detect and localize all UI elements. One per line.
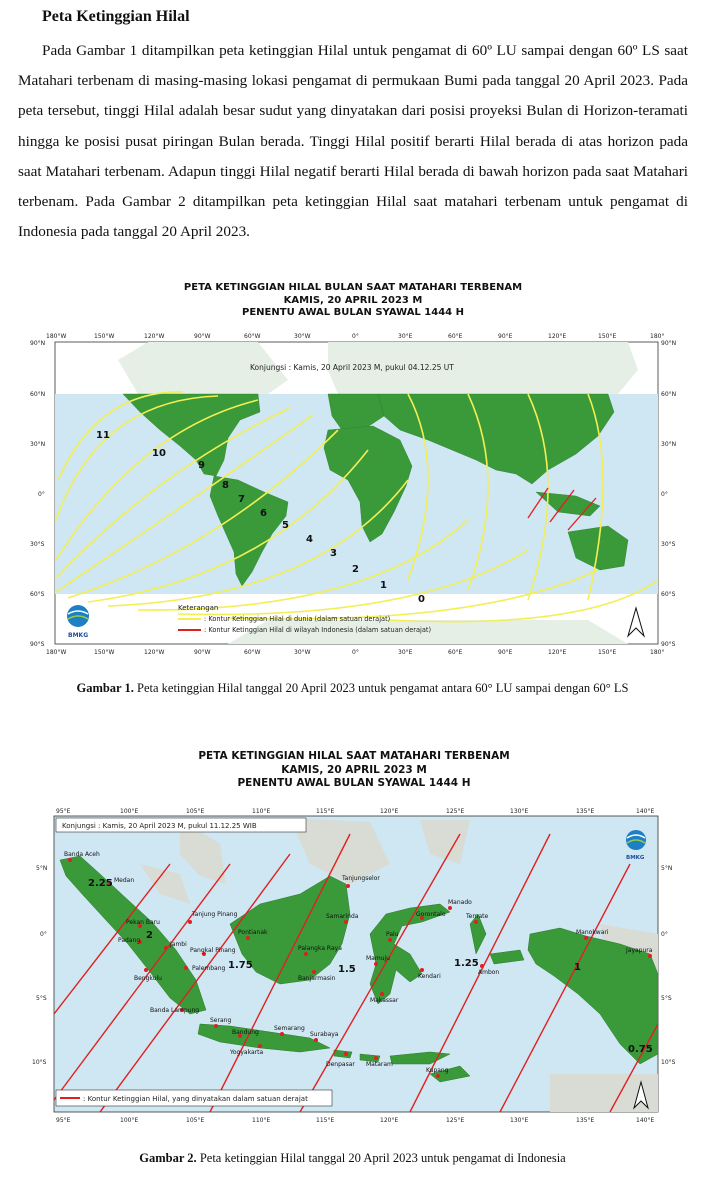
- legend-world: : Kontur Ketinggian Hilal di dunia (dalam satuan derajat): [204, 615, 391, 623]
- lon-tick: 140°E: [636, 808, 655, 815]
- city-label: Ambon: [478, 969, 500, 976]
- figure-1-title-line-1: PETA KETINGGIAN HILAL BULAN SAAT MATAHARI TERBENAM: [183, 282, 523, 293]
- lat-tick: 60°S: [30, 591, 45, 598]
- figure-1-conjunction: Konjungsi : Kamis, 20 April 2023 M, pukul 04.12.25 UT: [250, 363, 454, 372]
- city-label: Kendari: [418, 973, 441, 980]
- lat-tick: 60°N: [661, 391, 677, 398]
- lon-tick: 105°E: [186, 808, 205, 815]
- city-label: Samarinda: [326, 913, 359, 920]
- lon-tick: 180°W: [46, 649, 67, 656]
- lon-tick: 30°E: [398, 333, 413, 340]
- contour-label: 2: [352, 564, 359, 575]
- caption-1-text: Peta ketinggian Hilal tanggal 20 April 2023 untuk pengamat antara 60° LU sampai dengan 60° LS: [133, 681, 629, 695]
- city-label: Surabaya: [310, 1031, 339, 1038]
- contour-label: 0: [418, 594, 425, 605]
- city-label: Denpasar: [326, 1061, 355, 1068]
- lon-tick: 30°E: [398, 649, 413, 656]
- city-label: Tanjung Pinang: [192, 911, 238, 918]
- lat-tick: 0°: [661, 931, 668, 938]
- lon-tick: 95°E: [56, 1117, 71, 1124]
- lon-tick: 135°E: [576, 808, 595, 815]
- lat-tick: 60°S: [661, 591, 676, 598]
- figure-2-title-line-2: KAMIS, 20 APRIL 2023 M: [281, 763, 427, 776]
- figure-1-title-line-2: KAMIS, 20 APRIL 2023 M: [283, 294, 423, 306]
- lon-tick: 100°E: [120, 808, 139, 815]
- indonesia-map: [30, 804, 678, 1134]
- lat-tick: 5°S: [661, 995, 672, 1002]
- lat-tick: 10°S: [661, 1059, 676, 1066]
- lon-tick: 130°E: [510, 808, 529, 815]
- city-label: Manado: [448, 899, 472, 906]
- city-label: Bandung: [232, 1029, 259, 1036]
- lon-tick: 105°E: [186, 1117, 205, 1124]
- contour-label: 11: [96, 430, 110, 441]
- contour-label: 9: [198, 460, 205, 471]
- city-label: Makassar: [370, 997, 399, 1004]
- lon-tick: 60°E: [448, 333, 463, 340]
- lon-tick: 60°W: [244, 649, 261, 656]
- lon-tick: 95°E: [56, 808, 71, 815]
- lat-tick: 60°N: [30, 391, 46, 398]
- city-label: Jayapura: [626, 947, 653, 954]
- lon-tick: 140°E: [636, 1117, 655, 1124]
- city-label: Padang: [118, 937, 141, 944]
- lon-tick: 135°E: [576, 1117, 595, 1124]
- city-label: Mamuju: [366, 955, 390, 962]
- contour-label: 3: [330, 548, 337, 559]
- contour-label: 1: [574, 962, 581, 973]
- lon-tick: 90°W: [194, 649, 211, 656]
- city-label: Serang: [210, 1017, 232, 1024]
- lat-tick: 10°S: [32, 1059, 47, 1066]
- city-label: Mataram: [366, 1061, 393, 1068]
- lat-tick: 90°S: [661, 641, 676, 648]
- bmkg-logo-text: BMKG: [626, 855, 645, 861]
- lon-tick: 180°: [650, 649, 665, 656]
- city-label: Yogyakarta: [230, 1049, 264, 1056]
- lon-tick: 180°W: [46, 333, 67, 340]
- lon-tick: 100°E: [120, 1117, 139, 1124]
- city-label: Medan: [114, 877, 135, 884]
- city-label: Bengkulu: [134, 975, 162, 982]
- bmkg-logo-text: BMKG: [68, 632, 89, 639]
- lat-tick: 0°: [661, 491, 668, 498]
- contour-label: 10: [152, 448, 166, 459]
- lon-tick: 30°W: [294, 333, 311, 340]
- lat-tick: 5°N: [661, 865, 673, 872]
- city-label: Tanjungselor: [342, 875, 380, 882]
- legend-indonesia: : Kontur Ketinggian Hilal di wilayah Indonesia (dalam satuan derajat): [204, 626, 432, 634]
- lon-tick: 30°W: [294, 649, 311, 656]
- city-label: Palu: [386, 931, 399, 938]
- city-label: Banda Aceh: [64, 851, 100, 858]
- city-label: Pontianak: [238, 929, 268, 936]
- figure-1-title-line-3: PENENTU AWAL BULAN SYAWAL 1444 H: [242, 307, 464, 318]
- lon-tick: 150°E: [598, 649, 617, 656]
- figure-2-title-line-1: PETA KETINGGIAN HILAL SAAT MATAHARI TERBENAM: [198, 750, 510, 762]
- lon-tick: 110°E: [252, 808, 271, 815]
- contour-label: 6: [260, 508, 267, 519]
- section-heading: Peta Ketinggian Hilal: [42, 8, 190, 25]
- lat-tick: 5°N: [36, 865, 48, 872]
- lon-tick: 60°W: [244, 333, 261, 340]
- lat-tick: 30°S: [30, 541, 45, 548]
- city-label: Banda Lampung: [150, 1007, 200, 1014]
- city-label: Pangkal Pinang: [190, 947, 236, 954]
- caption-2-label: Gambar 2.: [139, 1151, 197, 1165]
- lon-tick: 90°E: [498, 649, 513, 656]
- city-label: Palangka Raya: [298, 945, 342, 952]
- city-label: Pekan Baru: [126, 919, 160, 926]
- lon-tick: 60°E: [448, 649, 463, 656]
- figure-2-title: [30, 750, 678, 791]
- lat-tick: 90°S: [30, 641, 45, 648]
- caption-2: [0, 1151, 705, 1166]
- caption-1: [0, 681, 705, 696]
- city-label: Semarang: [274, 1025, 305, 1032]
- lat-tick: 0°: [38, 491, 45, 498]
- lon-tick: 0°: [352, 649, 359, 656]
- lat-tick: 0°: [40, 931, 47, 938]
- lon-tick: 120°E: [380, 1117, 399, 1124]
- city-label: Banjarmasin: [298, 975, 336, 982]
- legend-title: Keterangan: [178, 604, 219, 612]
- city-label: Palembang: [192, 965, 226, 972]
- bmkg-logo: [67, 605, 89, 639]
- lon-tick: 90°W: [194, 333, 211, 340]
- lon-tick: 180°: [650, 333, 665, 340]
- lon-tick: 115°E: [316, 808, 335, 815]
- lon-tick: 120°E: [380, 808, 399, 815]
- world-map: [28, 320, 678, 660]
- figure-2: [30, 748, 678, 1138]
- contour-label: 4: [306, 534, 313, 545]
- bmkg-logo: [626, 830, 646, 861]
- city-label: Kupang: [426, 1067, 449, 1074]
- lon-tick: 120°E: [548, 333, 567, 340]
- lon-tick: 150°W: [94, 333, 115, 340]
- contour-label: 1.25: [454, 958, 479, 969]
- figure-2-conjunction: Konjungsi : Kamis, 20 April 2023 M, pukul 11.12.25 WIB: [62, 822, 257, 830]
- lon-tick: 120°W: [144, 649, 165, 656]
- section-paragraph: Pada Gambar 1 ditampilkan peta ketinggian Hilal untuk pengamat di 60º LU sampai dengan 60º LS saat Matahari terbenam di masing-masing lokasi pengamat di permukaan Bumi pada tanggal 20 April 2023. Pada peta tersebut, tinggi Hilal adalah besar sudut yang dinyatakan dari posisi proyeksi Bulan di Horizon-teramati hingga ke posisi pusat piringan Bulan berada. Tinggi Hilal positif berarti Hilal berada di atas horizon pada saat Matahari terbenam. Adapun tinggi Hilal negatif berarti Hilal berada di bawah horizon pada saat Matahari terbenam. Pada Gambar 2 ditampilkan peta ketinggian Hilal saat matahari terbenam untuk pengamat di Indonesia pada tanggal 20 April 2023.: [18, 42, 688, 241]
- lon-tick: 120°E: [548, 649, 567, 656]
- lon-tick: 115°E: [316, 1117, 335, 1124]
- lat-tick: 90°N: [661, 340, 677, 347]
- lon-tick: 120°W: [144, 333, 165, 340]
- lon-tick: 125°E: [446, 1117, 465, 1124]
- figure-2-title-line-3: PENENTU AWAL BULAN SYAWAL 1444 H: [237, 777, 471, 789]
- city-label: Jambi: [170, 941, 187, 948]
- contour-label: 1.5: [338, 964, 356, 975]
- caption-2-text: Peta ketinggian Hilal tanggal 20 April 2023 untuk pengamat di Indonesia: [196, 1151, 566, 1165]
- lat-tick: 30°S: [661, 541, 676, 548]
- city-label: Manokwari: [576, 929, 609, 936]
- lat-tick: 90°N: [30, 340, 46, 347]
- lon-tick: 130°E: [510, 1117, 529, 1124]
- figure-2-legend: : Kontur Ketinggian Hilal, yang dinyatakan dalam satuan derajat: [83, 1095, 308, 1103]
- figure-1-title: [28, 282, 678, 320]
- lon-tick: 90°E: [498, 333, 513, 340]
- contour-label: 1.75: [228, 960, 253, 971]
- contour-label: 0.75: [628, 1044, 653, 1055]
- lon-tick: 150°W: [94, 649, 115, 656]
- city-label: Gorontalo: [416, 911, 446, 918]
- contour-label: 1: [380, 580, 387, 591]
- lon-tick: 125°E: [446, 808, 465, 815]
- lat-tick: 30°N: [30, 441, 46, 448]
- contour-label: 2: [146, 930, 153, 941]
- lon-tick: 150°E: [598, 333, 617, 340]
- caption-1-label: Gambar 1.: [76, 681, 134, 695]
- lat-tick: 30°N: [661, 441, 677, 448]
- figure-1: [28, 280, 678, 660]
- contour-label: 2.25: [88, 878, 113, 889]
- contour-label: 5: [282, 520, 289, 531]
- lon-tick: 110°E: [252, 1117, 271, 1124]
- lat-tick: 5°S: [36, 995, 47, 1002]
- contour-label: 8: [222, 480, 229, 491]
- lon-tick: 0°: [352, 333, 359, 340]
- contour-label: 7: [238, 494, 245, 505]
- city-label: Ternate: [466, 913, 489, 920]
